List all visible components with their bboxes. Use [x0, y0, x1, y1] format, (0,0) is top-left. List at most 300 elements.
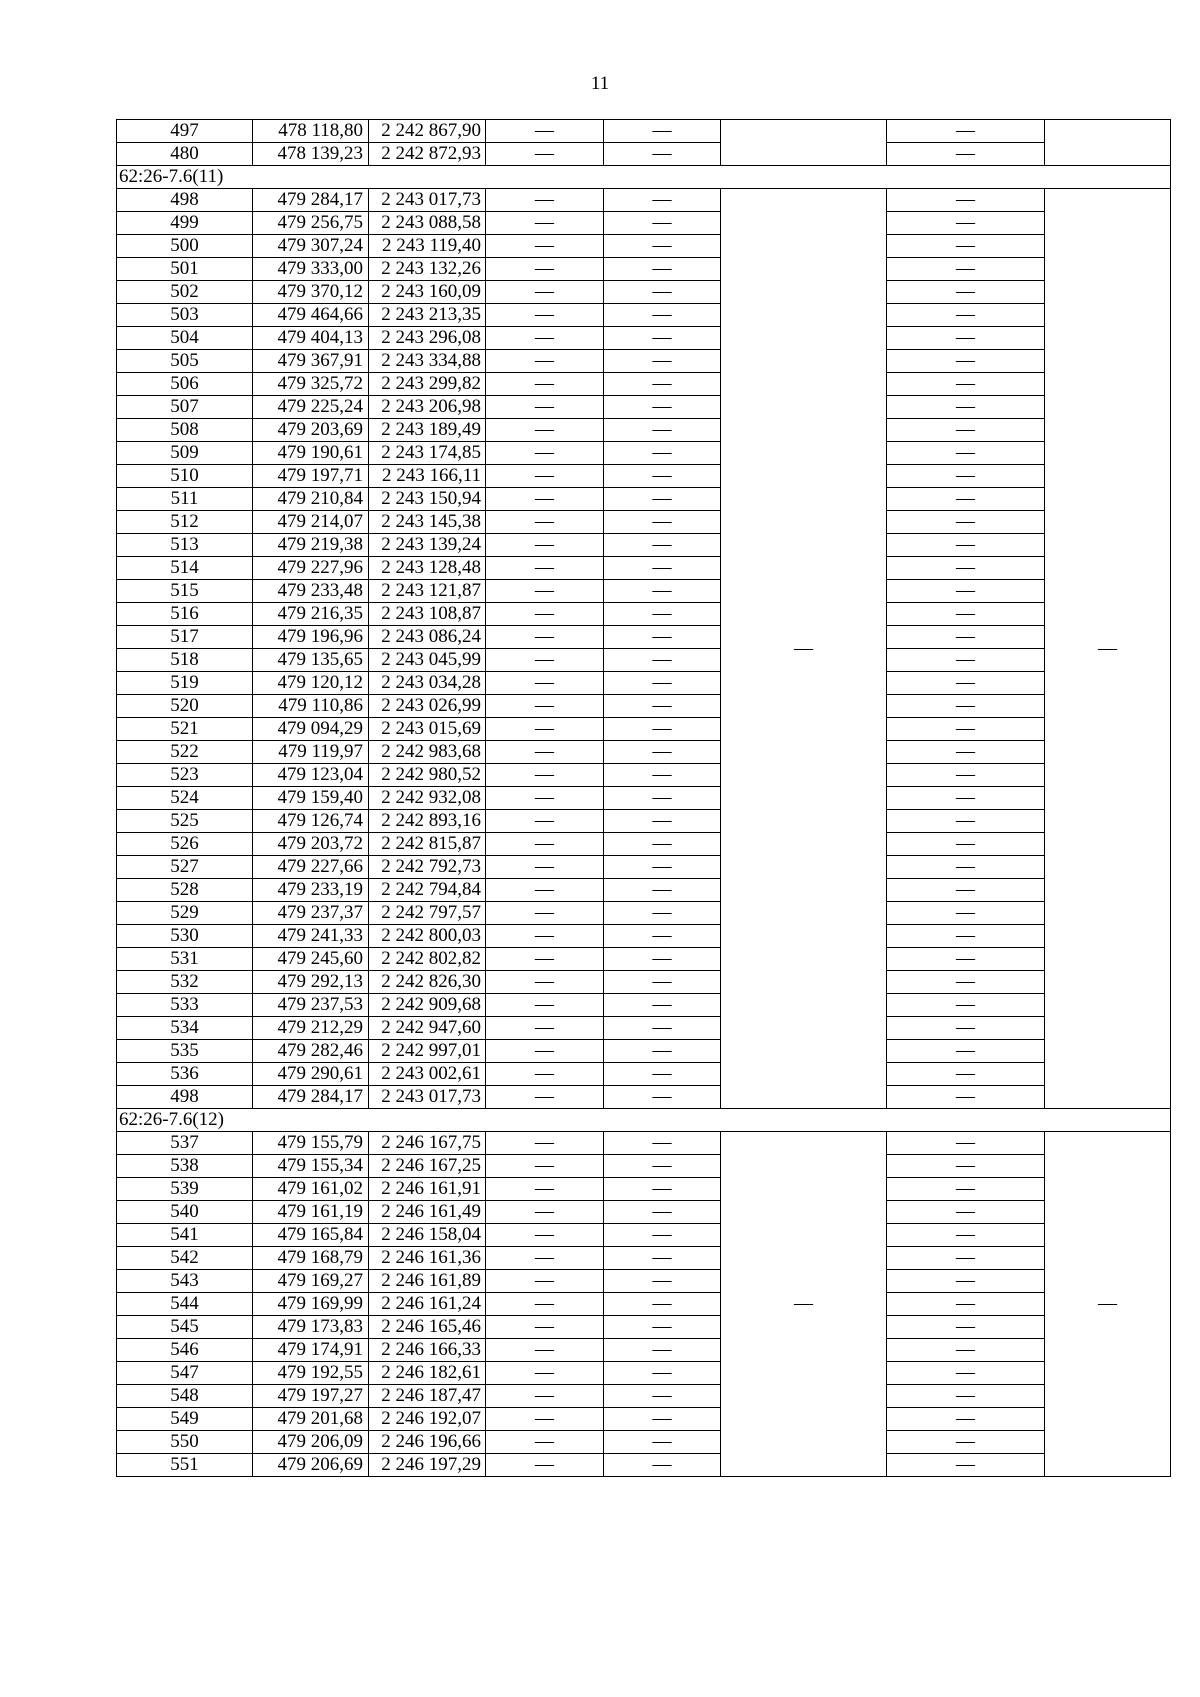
dash-cell: —	[887, 718, 1045, 741]
y-coordinate-cell: 2 242 794,84	[369, 879, 486, 902]
y-coordinate-cell: 2 243 334,88	[369, 350, 486, 373]
table-row	[117, 488, 1171, 511]
dash-cell: —	[604, 1247, 721, 1270]
dash-cell: —	[887, 649, 1045, 672]
dash-cell: —	[604, 764, 721, 787]
y-coordinate-cell: 2 243 086,24	[369, 626, 486, 649]
x-coordinate-cell: 478 139,23	[253, 143, 369, 166]
dash-cell: —	[887, 787, 1045, 810]
point-number-cell: 547	[117, 1362, 253, 1385]
y-coordinate-cell: 2 242 947,60	[369, 1017, 486, 1040]
dash-cell: —	[486, 1040, 604, 1063]
table-row	[117, 948, 1171, 971]
x-coordinate-cell: 479 212,29	[253, 1017, 369, 1040]
merged-dash-cell: —	[1045, 1132, 1171, 1477]
dash-cell: —	[604, 143, 721, 166]
point-number-cell: 532	[117, 971, 253, 994]
point-number-cell: 543	[117, 1270, 253, 1293]
y-coordinate-cell: 2 243 128,48	[369, 557, 486, 580]
dash-cell: —	[486, 143, 604, 166]
x-coordinate-cell: 479 245,60	[253, 948, 369, 971]
y-coordinate-cell: 2 246 165,46	[369, 1316, 486, 1339]
x-coordinate-cell: 479 233,48	[253, 580, 369, 603]
dash-cell: —	[604, 1224, 721, 1247]
point-number-cell: 518	[117, 649, 253, 672]
x-coordinate-cell: 479 190,61	[253, 442, 369, 465]
x-coordinate-cell: 479 325,72	[253, 373, 369, 396]
x-coordinate-cell: 479 219,38	[253, 534, 369, 557]
dash-cell: —	[486, 189, 604, 212]
dash-cell: —	[604, 304, 721, 327]
table-row	[117, 189, 1171, 212]
dash-cell: —	[604, 787, 721, 810]
dash-cell: —	[604, 189, 721, 212]
x-coordinate-cell: 479 367,91	[253, 350, 369, 373]
dash-cell: —	[604, 258, 721, 281]
section-title: 62:26-7.6(12)	[117, 1109, 1171, 1132]
point-number-cell: 480	[117, 143, 253, 166]
dash-cell: —	[604, 350, 721, 373]
dash-cell: —	[486, 1063, 604, 1086]
x-coordinate-cell: 479 197,27	[253, 1385, 369, 1408]
dash-cell: —	[486, 902, 604, 925]
dash-cell: —	[486, 442, 604, 465]
dash-cell: —	[486, 948, 604, 971]
table-row	[117, 718, 1171, 741]
y-coordinate-cell: 2 243 174,85	[369, 442, 486, 465]
table-row	[117, 1063, 1171, 1086]
x-coordinate-cell: 478 118,80	[253, 120, 369, 143]
dash-cell: —	[486, 1155, 604, 1178]
dash-cell: —	[604, 373, 721, 396]
dash-cell: —	[486, 603, 604, 626]
x-coordinate-cell: 479 225,24	[253, 396, 369, 419]
y-coordinate-cell: 2 243 121,87	[369, 580, 486, 603]
x-coordinate-cell: 479 404,13	[253, 327, 369, 350]
x-coordinate-cell: 479 290,61	[253, 1063, 369, 1086]
x-coordinate-cell: 479 169,27	[253, 1270, 369, 1293]
dash-cell: —	[486, 580, 604, 603]
table-row	[117, 856, 1171, 879]
table-row	[117, 1339, 1171, 1362]
x-coordinate-cell: 479 256,75	[253, 212, 369, 235]
dash-cell: —	[486, 488, 604, 511]
dash-cell: —	[887, 1132, 1045, 1155]
table-row	[117, 971, 1171, 994]
dash-cell: —	[604, 419, 721, 442]
table-row	[117, 902, 1171, 925]
dash-cell: —	[604, 856, 721, 879]
point-number-cell: 522	[117, 741, 253, 764]
point-number-cell: 504	[117, 327, 253, 350]
table-row	[117, 879, 1171, 902]
table-row	[117, 580, 1171, 603]
dash-cell: —	[486, 810, 604, 833]
dash-cell: —	[486, 741, 604, 764]
x-coordinate-cell: 479 203,72	[253, 833, 369, 856]
dash-cell: —	[887, 373, 1045, 396]
table-row	[117, 1017, 1171, 1040]
dash-cell: —	[887, 281, 1045, 304]
point-number-cell: 534	[117, 1017, 253, 1040]
dash-cell: —	[486, 1385, 604, 1408]
dash-cell: —	[887, 1385, 1045, 1408]
dash-cell: —	[604, 833, 721, 856]
dash-cell: —	[887, 1270, 1045, 1293]
section-title: 62:26-7.6(11)	[117, 166, 1171, 189]
table-row	[117, 304, 1171, 327]
dash-cell: —	[486, 120, 604, 143]
dash-cell: —	[486, 1224, 604, 1247]
dash-cell: —	[887, 741, 1045, 764]
point-number-cell: 537	[117, 1132, 253, 1155]
x-coordinate-cell: 479 237,53	[253, 994, 369, 1017]
dash-cell: —	[486, 1178, 604, 1201]
y-coordinate-cell: 2 243 132,26	[369, 258, 486, 281]
x-coordinate-cell: 479 173,83	[253, 1316, 369, 1339]
merged-dash-cell: —	[721, 189, 887, 1109]
point-number-cell: 527	[117, 856, 253, 879]
dash-cell: —	[604, 741, 721, 764]
dash-cell: —	[887, 442, 1045, 465]
dash-cell: —	[486, 1132, 604, 1155]
dash-cell: —	[887, 304, 1045, 327]
table-row	[117, 1316, 1171, 1339]
table-row	[117, 534, 1171, 557]
dash-cell: —	[604, 672, 721, 695]
y-coordinate-cell: 2 243 108,87	[369, 603, 486, 626]
dash-cell: —	[604, 1017, 721, 1040]
y-coordinate-cell: 2 246 182,61	[369, 1362, 486, 1385]
dash-cell: —	[604, 442, 721, 465]
point-number-cell: 526	[117, 833, 253, 856]
x-coordinate-cell: 479 165,84	[253, 1224, 369, 1247]
point-number-cell: 544	[117, 1293, 253, 1316]
table-row	[117, 695, 1171, 718]
point-number-cell: 541	[117, 1224, 253, 1247]
y-coordinate-cell: 2 243 034,28	[369, 672, 486, 695]
y-coordinate-cell: 2 242 983,68	[369, 741, 486, 764]
y-coordinate-cell: 2 243 015,69	[369, 718, 486, 741]
dash-cell: —	[604, 534, 721, 557]
x-coordinate-cell: 479 120,12	[253, 672, 369, 695]
dash-cell: —	[604, 1155, 721, 1178]
dash-cell: —	[486, 1293, 604, 1316]
table-row	[117, 327, 1171, 350]
point-number-cell: 517	[117, 626, 253, 649]
table-row	[117, 649, 1171, 672]
dash-cell: —	[887, 580, 1045, 603]
x-coordinate-cell: 479 370,12	[253, 281, 369, 304]
point-number-cell: 500	[117, 235, 253, 258]
dash-cell: —	[887, 695, 1045, 718]
dash-cell: —	[604, 902, 721, 925]
y-coordinate-cell: 2 242 802,82	[369, 948, 486, 971]
dash-cell: —	[887, 856, 1045, 879]
y-coordinate-cell: 2 243 045,99	[369, 649, 486, 672]
dash-cell: —	[887, 557, 1045, 580]
section-header-row	[117, 1109, 1171, 1132]
y-coordinate-cell: 2 246 196,66	[369, 1431, 486, 1454]
dash-cell: —	[486, 350, 604, 373]
point-number-cell: 523	[117, 764, 253, 787]
dash-cell: —	[486, 1017, 604, 1040]
point-number-cell: 501	[117, 258, 253, 281]
y-coordinate-cell: 2 243 299,82	[369, 373, 486, 396]
coordinates-table	[116, 119, 1171, 1477]
point-number-cell: 497	[117, 120, 253, 143]
dash-cell: —	[604, 1431, 721, 1454]
table-row	[117, 281, 1171, 304]
x-coordinate-cell: 479 464,66	[253, 304, 369, 327]
dash-cell: —	[604, 1339, 721, 1362]
dash-cell: —	[887, 465, 1045, 488]
y-coordinate-cell: 2 242 826,30	[369, 971, 486, 994]
table-body	[117, 120, 1171, 1477]
y-coordinate-cell: 2 242 932,08	[369, 787, 486, 810]
dash-cell: —	[887, 419, 1045, 442]
dash-cell: —	[604, 1385, 721, 1408]
dash-cell: —	[604, 1201, 721, 1224]
table-row	[117, 994, 1171, 1017]
point-number-cell: 498	[117, 189, 253, 212]
dash-cell: —	[887, 235, 1045, 258]
point-number-cell: 535	[117, 1040, 253, 1063]
x-coordinate-cell: 479 159,40	[253, 787, 369, 810]
table-row	[117, 833, 1171, 856]
table-row	[117, 511, 1171, 534]
y-coordinate-cell: 2 242 893,16	[369, 810, 486, 833]
dash-cell: —	[887, 902, 1045, 925]
point-number-cell: 530	[117, 925, 253, 948]
section-header-row	[117, 166, 1171, 189]
point-number-cell: 521	[117, 718, 253, 741]
x-coordinate-cell: 479 196,96	[253, 626, 369, 649]
y-coordinate-cell: 2 246 166,33	[369, 1339, 486, 1362]
dash-cell: —	[604, 626, 721, 649]
point-number-cell: 550	[117, 1431, 253, 1454]
dash-cell: —	[486, 718, 604, 741]
dash-cell: —	[604, 649, 721, 672]
dash-cell: —	[604, 396, 721, 419]
point-number-cell: 545	[117, 1316, 253, 1339]
dash-cell: —	[887, 212, 1045, 235]
y-coordinate-cell: 2 242 815,87	[369, 833, 486, 856]
x-coordinate-cell: 479 174,91	[253, 1339, 369, 1362]
dash-cell: —	[604, 1362, 721, 1385]
point-number-cell: 542	[117, 1247, 253, 1270]
point-number-cell: 549	[117, 1408, 253, 1431]
dash-cell: —	[887, 1201, 1045, 1224]
table-row	[117, 396, 1171, 419]
y-coordinate-cell: 2 242 872,93	[369, 143, 486, 166]
dash-cell: —	[887, 1017, 1045, 1040]
table-row	[117, 258, 1171, 281]
table-row	[117, 1040, 1171, 1063]
dash-cell: —	[486, 1339, 604, 1362]
dash-cell: —	[604, 465, 721, 488]
dash-cell: —	[604, 1040, 721, 1063]
table-row	[117, 741, 1171, 764]
dash-cell: —	[604, 1063, 721, 1086]
y-coordinate-cell: 2 246 197,29	[369, 1454, 486, 1477]
y-coordinate-cell: 2 242 980,52	[369, 764, 486, 787]
dash-cell: —	[486, 626, 604, 649]
y-coordinate-cell: 2 243 160,09	[369, 281, 486, 304]
dash-cell: —	[887, 1316, 1045, 1339]
dash-cell: —	[604, 879, 721, 902]
dash-cell: —	[604, 580, 721, 603]
merged-empty-cell	[721, 120, 887, 166]
dash-cell: —	[486, 235, 604, 258]
dash-cell: —	[887, 1040, 1045, 1063]
y-coordinate-cell: 2 243 139,24	[369, 534, 486, 557]
y-coordinate-cell: 2 242 797,57	[369, 902, 486, 925]
dash-cell: —	[604, 718, 721, 741]
y-coordinate-cell: 2 243 017,73	[369, 1086, 486, 1109]
x-coordinate-cell: 479 206,09	[253, 1431, 369, 1454]
point-number-cell: 528	[117, 879, 253, 902]
point-number-cell: 525	[117, 810, 253, 833]
dash-cell: —	[887, 925, 1045, 948]
table-row	[117, 764, 1171, 787]
x-coordinate-cell: 479 169,99	[253, 1293, 369, 1316]
y-coordinate-cell: 2 246 161,91	[369, 1178, 486, 1201]
dash-cell: —	[887, 120, 1045, 143]
dash-cell: —	[604, 603, 721, 626]
page-number: 11	[590, 73, 610, 94]
x-coordinate-cell: 479 227,96	[253, 557, 369, 580]
y-coordinate-cell: 2 242 867,90	[369, 120, 486, 143]
table-row	[117, 1408, 1171, 1431]
y-coordinate-cell: 2 246 161,89	[369, 1270, 486, 1293]
y-coordinate-cell: 2 242 800,03	[369, 925, 486, 948]
dash-cell: —	[486, 212, 604, 235]
dash-cell: —	[887, 1431, 1045, 1454]
y-coordinate-cell: 2 243 189,49	[369, 419, 486, 442]
dash-cell: —	[486, 672, 604, 695]
dash-cell: —	[604, 1293, 721, 1316]
x-coordinate-cell: 479 237,37	[253, 902, 369, 925]
dash-cell: —	[486, 373, 604, 396]
table-row	[117, 1155, 1171, 1178]
merged-dash-cell: —	[1045, 189, 1171, 1109]
dash-cell: —	[486, 534, 604, 557]
dash-cell: —	[486, 1362, 604, 1385]
x-coordinate-cell: 479 284,17	[253, 1086, 369, 1109]
dash-cell: —	[887, 1155, 1045, 1178]
x-coordinate-cell: 479 203,69	[253, 419, 369, 442]
x-coordinate-cell: 479 233,19	[253, 879, 369, 902]
table-row	[117, 1385, 1171, 1408]
dash-cell: —	[604, 120, 721, 143]
x-coordinate-cell: 479 284,17	[253, 189, 369, 212]
table-row	[117, 1270, 1171, 1293]
dash-cell: —	[887, 810, 1045, 833]
table-row	[117, 212, 1171, 235]
y-coordinate-cell: 2 243 145,38	[369, 511, 486, 534]
y-coordinate-cell: 2 243 017,73	[369, 189, 486, 212]
dash-cell: —	[604, 281, 721, 304]
dash-cell: —	[486, 879, 604, 902]
dash-cell: —	[887, 1247, 1045, 1270]
x-coordinate-cell: 479 094,29	[253, 718, 369, 741]
point-number-cell: 509	[117, 442, 253, 465]
y-coordinate-cell: 2 246 187,47	[369, 1385, 486, 1408]
point-number-cell: 503	[117, 304, 253, 327]
point-number-cell: 502	[117, 281, 253, 304]
table-row	[117, 1132, 1171, 1155]
y-coordinate-cell: 2 243 088,58	[369, 212, 486, 235]
x-coordinate-cell: 479 110,86	[253, 695, 369, 718]
dash-cell: —	[604, 994, 721, 1017]
dash-cell: —	[887, 327, 1045, 350]
dash-cell: —	[604, 511, 721, 534]
dash-cell: —	[486, 1431, 604, 1454]
dash-cell: —	[887, 1178, 1045, 1201]
table-row	[117, 626, 1171, 649]
x-coordinate-cell: 479 119,97	[253, 741, 369, 764]
table-row	[117, 465, 1171, 488]
point-number-cell: 507	[117, 396, 253, 419]
dash-cell: —	[887, 994, 1045, 1017]
point-number-cell: 538	[117, 1155, 253, 1178]
dash-cell: —	[486, 833, 604, 856]
dash-cell: —	[604, 810, 721, 833]
table-row	[117, 603, 1171, 626]
dash-cell: —	[887, 764, 1045, 787]
table-row	[117, 1431, 1171, 1454]
dash-cell: —	[887, 396, 1045, 419]
y-coordinate-cell: 2 246 161,24	[369, 1293, 486, 1316]
merged-empty-cell	[1045, 120, 1171, 166]
dash-cell: —	[887, 350, 1045, 373]
point-number-cell: 511	[117, 488, 253, 511]
point-number-cell: 499	[117, 212, 253, 235]
dash-cell: —	[887, 603, 1045, 626]
dash-cell: —	[486, 1086, 604, 1109]
point-number-cell: 520	[117, 695, 253, 718]
dash-cell: —	[486, 281, 604, 304]
point-number-cell: 513	[117, 534, 253, 557]
y-coordinate-cell: 2 246 167,25	[369, 1155, 486, 1178]
x-coordinate-cell: 479 126,74	[253, 810, 369, 833]
dash-cell: —	[887, 672, 1045, 695]
x-coordinate-cell: 479 210,84	[253, 488, 369, 511]
dash-cell: —	[604, 1454, 721, 1477]
dash-cell: —	[486, 925, 604, 948]
dash-cell: —	[887, 948, 1045, 971]
point-number-cell: 508	[117, 419, 253, 442]
point-number-cell: 498	[117, 1086, 253, 1109]
table-row	[117, 1086, 1171, 1109]
y-coordinate-cell: 2 242 997,01	[369, 1040, 486, 1063]
point-number-cell: 551	[117, 1454, 253, 1477]
dash-cell: —	[604, 1316, 721, 1339]
x-coordinate-cell: 479 333,00	[253, 258, 369, 281]
point-number-cell: 548	[117, 1385, 253, 1408]
dash-cell: —	[604, 1132, 721, 1155]
y-coordinate-cell: 2 243 206,98	[369, 396, 486, 419]
dash-cell: —	[486, 856, 604, 879]
dash-cell: —	[604, 695, 721, 718]
x-coordinate-cell: 479 307,24	[253, 235, 369, 258]
table-row	[117, 925, 1171, 948]
table-row	[117, 1247, 1171, 1270]
dash-cell: —	[604, 212, 721, 235]
y-coordinate-cell: 2 246 161,49	[369, 1201, 486, 1224]
dash-cell: —	[887, 1086, 1045, 1109]
